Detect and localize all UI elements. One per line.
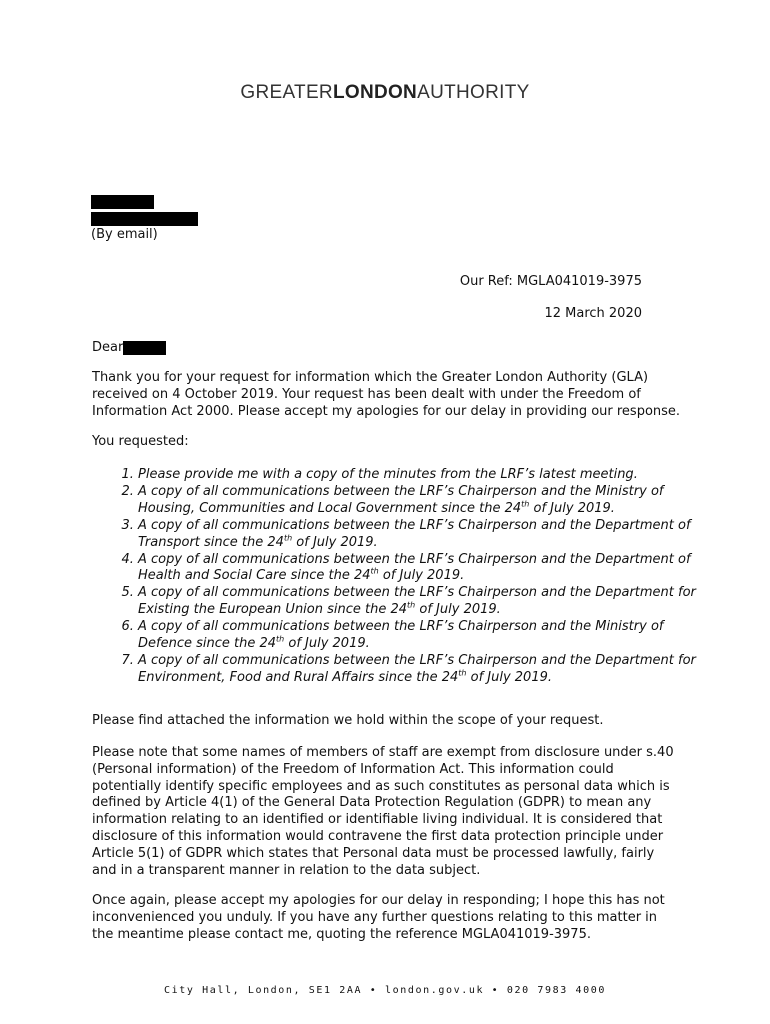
our-reference: Our Ref: MGLA041019-3975 [459,274,642,289]
logo-london: LONDON [332,82,418,103]
request-item: 4. A copy of all communications between the LRF’s Chairperson and the Department of Health and Social Care since the 24th of July 2019. [138,552,708,586]
letter-date: 12 March 2020 [544,306,642,321]
footer-address: City Hall, London, SE1 2AA • london.gov.uk • 020 7983 4000 [164,985,606,996]
logo-greater: GREATER [240,82,333,103]
attached-paragraph: Please find attached the information we hold within the scope of your request. [92,713,604,728]
redacted-salutation-name [123,341,166,355]
you-requested-label: You requested: [92,434,189,449]
request-item: 3. A copy of all communications between the LRF’s Chairperson and the Department of Transport since the 24th of July 2019. [138,518,708,552]
closing-paragraph: Once again, please accept my apologies for our delay in responding; I hope this has not inconvenienced you unduly. If you have any further questions relating to this matter in the meantime please contact me, quoting the reference MGLA041019-3975. [92,893,665,942]
salutation-text: Dear [92,340,124,355]
request-item: 1. Please provide me with a copy of the minutes from the LRF’s latest meeting. [138,467,708,484]
gla-logo [0,82,770,104]
request-list [92,467,708,687]
exemption-paragraph: Please note that some names of members of staff are exempt from disclosure under s.40 (Personal information) of the Freedom of Information Act. This information could potentially identify specific employees and as such constitutes as personal data which is defined by Article 4(1) of the General Data Protection Regulation (GDPR) to mean any information relating to an identified or identifiable living individual. It is considered that disclosure of this information would contravene the first data protection principle under Article 5(1) of GDPR which states that Personal data must be processed lawfully, fairly and in a transparent manner in relation to the data subject. [92,745,674,878]
request-item: 6. A copy of all communications between the LRF’s Chairperson and the Ministry of Defence since the 24th of July 2019. [138,619,708,653]
request-item: 5. A copy of all communications between the LRF’s Chairperson and the Department for Existing the European Union since the 24th of July 2019. [138,585,708,619]
delivery-method: (By email) [91,227,158,242]
redacted-recipient-email [91,212,198,226]
request-item: 7. A copy of all communications between the LRF’s Chairperson and the Department for Environment, Food and Rural Affairs since the 24th of July 2019. [138,653,708,687]
request-item: 2. A copy of all communications between the LRF’s Chairperson and the Ministry of Housing, Communities and Local Government since the 24th of July 2019. [138,484,708,518]
intro-paragraph: Thank you for your request for information which the Greater London Authority (GLA) received on 4 October 2019. Your request has been dealt with under the Freedom of Information Act 2000. Please accept my apologies for our delay in providing our response. [92,370,681,419]
logo-authority: AUTHORITY [417,82,530,103]
redacted-recipient-name [91,195,154,209]
salutation [92,339,123,356]
